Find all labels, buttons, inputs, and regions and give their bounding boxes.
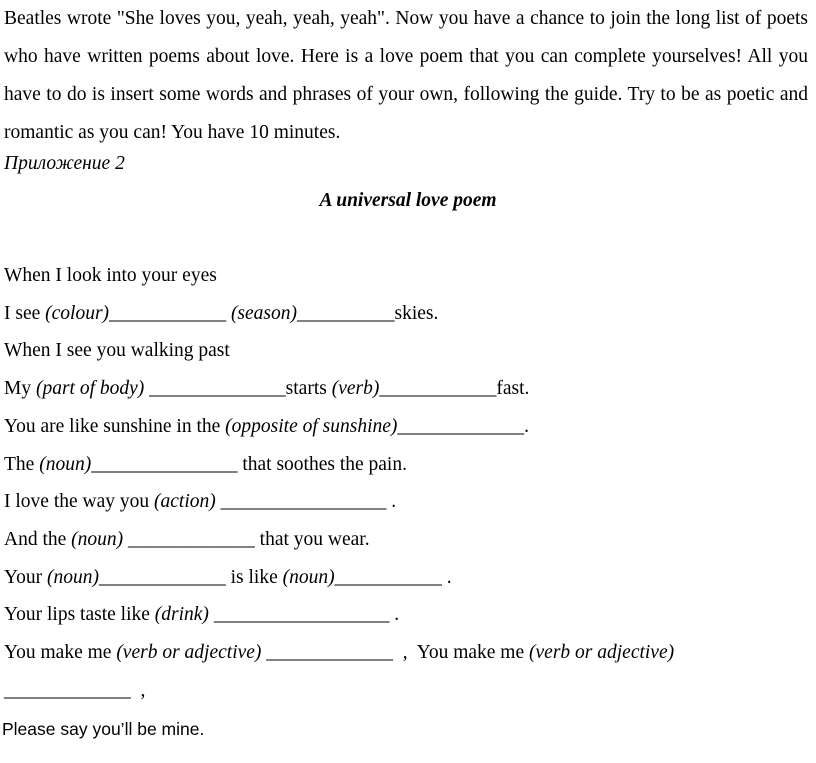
poem-line-2: I see (colour)____________ (season)__________skies. [4,303,439,324]
poem-closing-line: Please say you’ll be mine. [2,719,205,739]
intro-paragraph: Beatles wrote "She loves you, yeah, yeah, yeah". Now you have a chance to join the long list of poets who have written poems about love. Here is a love poem that you can complete yourselves! All you have to do is insert some words and phrases of your own, following the guide. Try to be as poetic and romantic as you can! You have 10 minutes. [4,8,808,143]
poem-title: A universal love poem [319,190,497,211]
poem-line-1: When I look into your eyes [4,265,217,286]
poem-line-7: I love the way you (action) _________________ . [4,491,397,512]
appendix-label: Приложение 2 [4,153,125,174]
poem-line-10: Your lips taste like (drink) __________________ . [4,604,400,625]
poem-line-11: You make me (verb or adjective) _____________ , You make me (verb or adjective) [4,642,675,663]
poem-line-8: And the (noun) _____________ that you wear. [4,529,370,550]
poem-line-9: Your (noun)_____________ is like (noun)___________ . [4,567,452,588]
poem-line-12: _____________ , [4,680,146,701]
poem-line-4: My (part of body) ______________starts (verb)____________fast. [4,378,530,399]
poem-line-3: When I see you walking past [4,340,230,361]
poem-line-6: The (noun)_______________ that soothes the pain. [4,454,407,475]
poem-line-5: You are like sunshine in the (opposite of sunshine)_____________. [4,416,530,437]
